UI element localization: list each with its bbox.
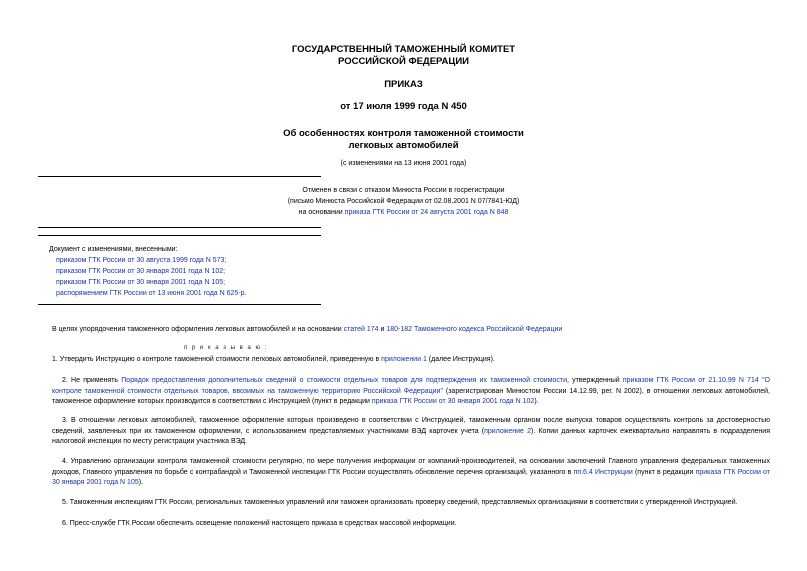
preamble xyxy=(52,325,770,336)
item-6: 6. Пресс-службе ГТК России обеспечить освещение положений настоящего приказа в средствах массовой информации. xyxy=(62,520,457,527)
cancel-note-line1: Отменен в связи с отказом Минюста России в госрегистрации xyxy=(302,187,505,194)
cancel-order-link[interactable]: приказа ГТК России от 24 августа 2001 года N 848 xyxy=(344,209,509,216)
customs-code-link[interactable]: 180-182 Таможенного кодекса Российской Федерации xyxy=(386,326,563,333)
amendments-title: Документ с изменениями, внесенными: xyxy=(49,246,178,253)
document-title-line1: Об особенностях контроля таможенной стоимости xyxy=(283,128,524,139)
preamble-conjunction: и xyxy=(378,326,387,333)
order-105-link[interactable]: приказа ГТК России от 30 января 2001 года N 105 xyxy=(52,468,770,486)
org-name-line2: РОССИЙСКОЙ ФЕДЕРАЦИИ xyxy=(337,56,469,67)
amendment-link[interactable]: распоряжением ГТК России от 13 июня 2001 года N 625-р. xyxy=(56,290,247,297)
item-1 xyxy=(52,355,770,366)
item-4-text: 4. Управлению организации контроля таможенной стоимости регулярно, по мере получения информации от компаний-производителей, на основании заключений Главного управления федеральных таможенных доходов, Главного управления по борьбе с контрабандой и Таможенной инспекции ГТК России осуществлять обновление перечня организаций, указанного в xyxy=(52,458,770,476)
appendix-2-link[interactable]: приложение 2 xyxy=(484,427,532,435)
cancel-note-line2: (письмо Минюста Российской Федерации от 02.08.2001 N 07/7841-ЮД) xyxy=(287,198,520,205)
item-4-text-end: ). xyxy=(138,479,144,486)
amendment-link[interactable]: приказом ГТК России от 30 августа 1999 года N 573; xyxy=(56,257,227,264)
divider xyxy=(38,235,321,236)
item-4-text: (пункт в редакции xyxy=(632,468,696,476)
cancel-note-line3 xyxy=(0,208,807,218)
amendment-link[interactable]: приказом ГТК России от 30 января 2001 года N 105; xyxy=(56,279,226,286)
instruction-6-4-link[interactable]: пп.6.4 Инструкции xyxy=(573,468,633,476)
item-2 xyxy=(52,376,770,408)
cancel-note-prefix: на основании xyxy=(298,209,345,216)
appendix-1-link[interactable]: приложении 1 xyxy=(381,356,427,363)
divider xyxy=(38,304,321,305)
document-date-number: от 17 июля 1999 года N 450 xyxy=(340,101,467,112)
item-3 xyxy=(52,416,770,448)
divider xyxy=(38,227,321,228)
item-5: 5. Таможенным инспекциям ГТК России, региональных таможенных управлений или таможен организовать проверку сведений, представляемых организациями в соответствии с утвержденной Инструкцией. xyxy=(62,499,738,506)
document-type: ПРИКАЗ xyxy=(384,79,423,90)
amended-note: (с изменениями на 13 июня 2001 года) xyxy=(340,160,467,167)
order-714-link[interactable]: приказом ГТК России от 21.10.99 N 714 "О контроле таможенной стоимости отдельных товаров, ввозимых на таможенную территорию Российской Федерации" xyxy=(52,377,770,395)
article-174-link[interactable]: статей 174 xyxy=(343,326,379,333)
preamble-text: В целях упорядочения таможенного оформления легковых автомобилей и на основании xyxy=(52,326,344,333)
order-102-link[interactable]: приказа ГТК России от 30 января 2001 года N 102 xyxy=(371,398,535,405)
item-4 xyxy=(52,457,770,489)
amendment-link[interactable]: приказом ГТК России от 30 января 2001 года N 102; xyxy=(56,268,226,275)
item-2-text: 2. Не применять xyxy=(62,377,122,384)
item-1-text-end: (далее Инструкция). xyxy=(426,356,495,363)
item-2-text-end: ). xyxy=(534,398,539,405)
item-1-text: 1. Утвердить Инструкцию о контроле таможенной стоимости легковых автомобилей, приведенную в xyxy=(52,356,382,363)
order-word: п р и к а з ы в а ю : xyxy=(184,345,268,351)
procedure-link[interactable]: Порядок предоставления дополнительных сведений о стоимости отдельных товаров для подтверждения их таможенной стоимости xyxy=(121,377,568,384)
org-name-line1: ГОСУДАРСТВЕННЫЙ ТАМОЖЕННЫЙ КОМИТЕТ xyxy=(291,44,516,55)
document-title-line2: легковых автомобилей xyxy=(348,140,459,151)
item-2-text: , утвержденный xyxy=(567,377,623,384)
divider xyxy=(38,176,321,177)
item-3-text: 3. В отношении легковых автомобилей, таможенное оформление которых произведено в соответствии с Инструкцией, таможенным органом после выпуска товаров осуществлять контроль за достоверностью сведений, заявленных при их таможенном оформлении, с использованием представляемых участниками ВЭД карточек учета ( xyxy=(52,417,770,435)
item-2-text: (зарегистрирован Минюстом России 14.12.99, рег. N 2002), в отношении легковых автомобилей, таможенное оформление которых производится в соответствии с Инструкцией (пункт в редакции xyxy=(52,387,770,405)
item-3-text-end: ). Копии данных карточек ежеквартально направлять в подразделения налоговой инспекции по месту регистрации участника ВЭД. xyxy=(52,427,770,445)
